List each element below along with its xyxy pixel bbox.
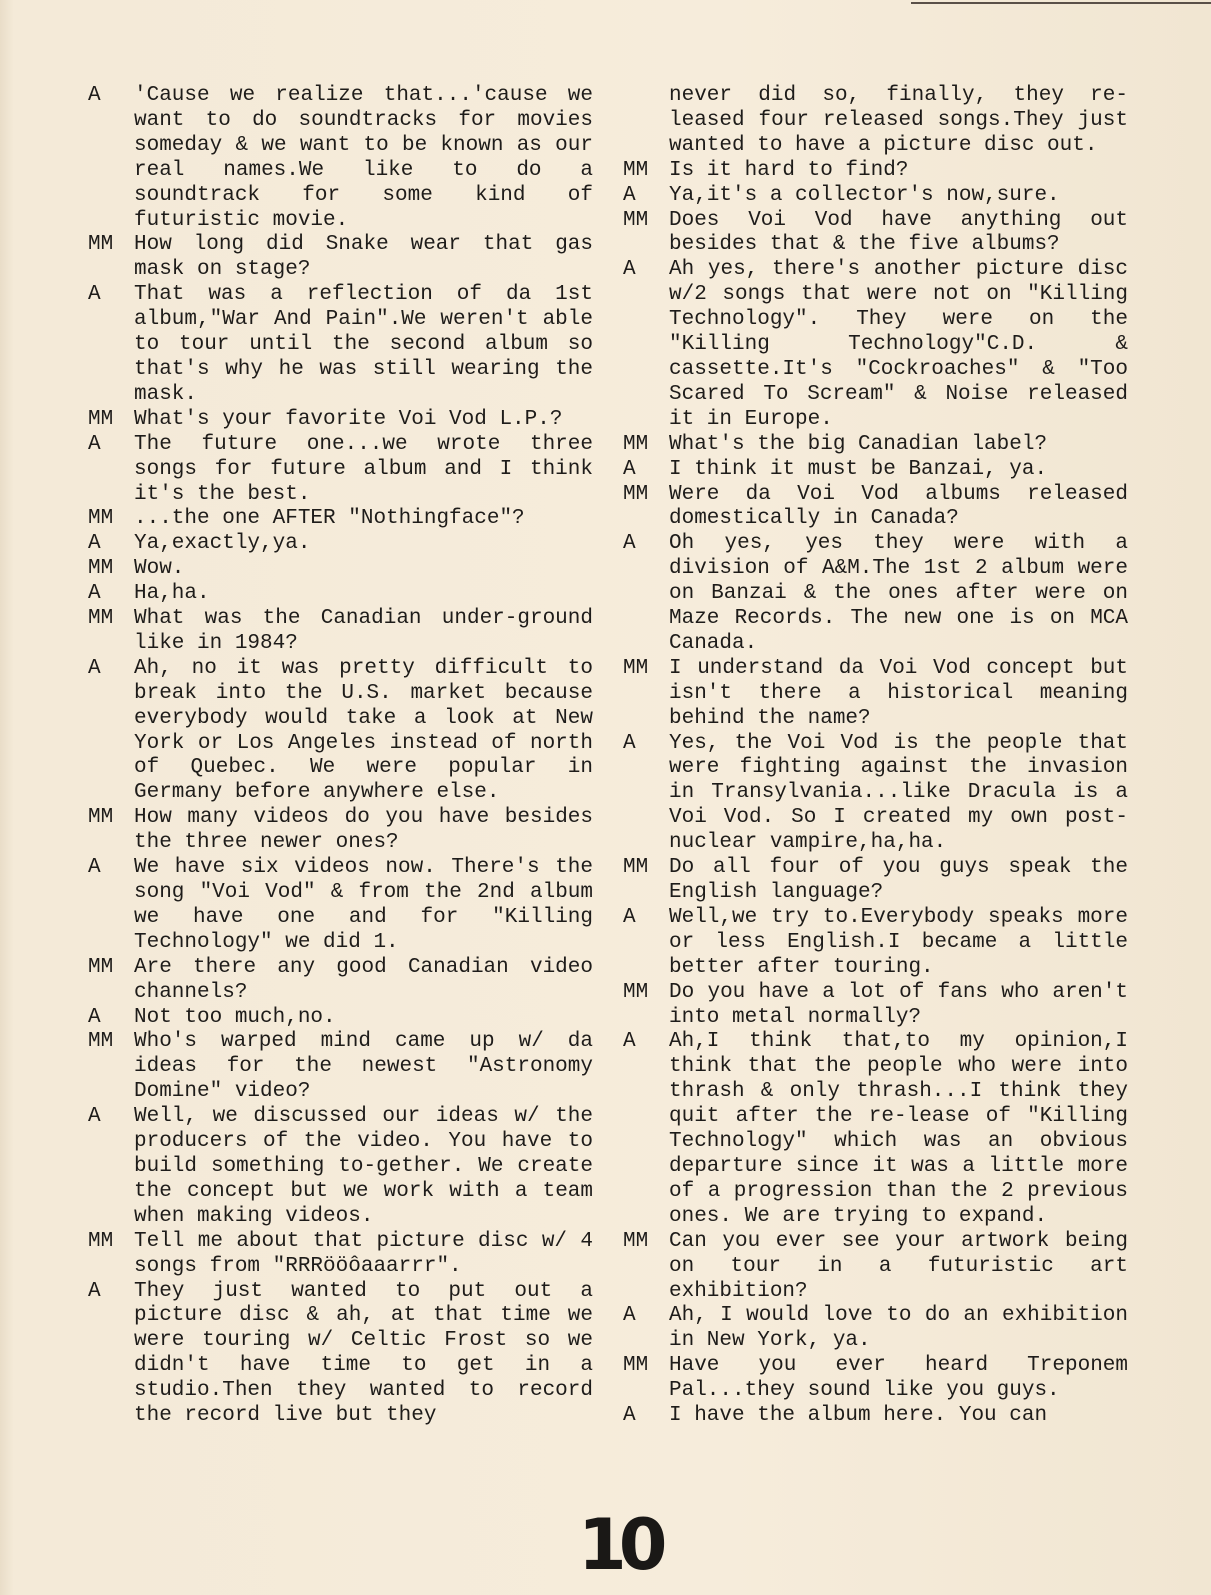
interview-entry <box>623 732 1143 857</box>
interview-entry <box>623 906 1143 981</box>
speaker-label: MM <box>623 482 649 506</box>
entry-text: Well,we try to.Everybody speaks more or less English.I became a little better after touring. <box>669 905 1128 979</box>
speaker-label: MM <box>623 856 649 880</box>
interview-entry <box>88 956 608 1006</box>
entry-text: Ah yes, there's another picture disc w/2 songs that were not on "Killing Technology". They were on the "Killing Technology"C.D. & cassette.It's "Cockroaches" & "Too Scared To Scream" & Noise released it in Europe. <box>669 258 1128 431</box>
entry-text: We have six videos now. There's the song "Voi Vod" & from the 2nd album we have one and for "Killing Technology" we did 1. <box>134 856 593 954</box>
entry-text: Wow. <box>134 557 185 581</box>
interview-entry <box>623 159 1143 184</box>
speaker-label: A <box>88 532 101 556</box>
speaker-label: A <box>88 1105 101 1129</box>
interview-entry <box>623 657 1143 732</box>
entry-text: never did so, finally, they re-leased four released songs.They just wanted to have a picture disc out. <box>669 84 1128 157</box>
entry-text: Ha,ha. <box>134 582 210 606</box>
entry-text: I understand da Voi Vod concept but isn't there a historical meaning behind the name? <box>669 656 1128 730</box>
speaker-label: A <box>623 183 636 207</box>
interview-entry <box>623 433 1143 458</box>
entry-text: Have you ever heard Treponem Pal...they sound like you guys. <box>669 1354 1128 1403</box>
entry-text: Were da Voi Vod albums released domestically in Canada? <box>669 482 1128 531</box>
entry-text: Is it hard to find? <box>669 158 909 182</box>
interview-entry <box>88 233 608 283</box>
interview-entry <box>623 1304 1143 1354</box>
entry-text: Well, we discussed our ideas w/ the producers of the video. You have to build something to-gether. We create the concept but we work with a team when making videos. <box>134 1105 593 1228</box>
interview-entry <box>88 507 608 532</box>
entry-text: Are there any good Canadian video channels? <box>134 955 593 1004</box>
speaker-label: MM <box>623 1354 649 1378</box>
entry-text: That was a reflection of da 1st album,"War And Pain".We weren't able to tour until the second album so that's why he was still wearing the mask. <box>134 283 593 406</box>
interview-entry <box>88 532 608 557</box>
interview-entry <box>88 557 608 582</box>
entry-text: What was the Canadian under-ground like in 1984? <box>134 607 593 655</box>
speaker-label: MM <box>88 233 114 257</box>
entry-text: Ya,it's a collector's now,sure. <box>669 183 1060 207</box>
interview-entry <box>88 1230 608 1280</box>
entry-text: How many videos do you have besides the three newer ones? <box>134 806 593 855</box>
interview-entry <box>623 1354 1143 1404</box>
speaker-label: MM <box>623 432 649 456</box>
interview-entry <box>88 856 608 956</box>
entry-text: What's the big Canadian label? <box>669 432 1048 456</box>
speaker-label: A <box>88 432 101 456</box>
speaker-label: A <box>623 258 636 282</box>
speaker-label: A <box>88 84 101 107</box>
interview-entry <box>88 1006 608 1031</box>
speaker-label: MM <box>623 1229 649 1253</box>
interview-entry <box>623 458 1143 483</box>
page-number: 10 <box>578 1504 660 1586</box>
speaker-label: A <box>88 1005 101 1029</box>
speaker-label: MM <box>623 208 649 232</box>
entry-text: Do you have a lot of fans who aren't into metal normally? <box>669 980 1128 1029</box>
entry-text: Who's warped mind came up w/ da ideas for the newest "Astronomy Domine" video? <box>134 1030 593 1104</box>
entry-text: What's your favorite Voi Vod L.P.? <box>134 407 563 431</box>
speaker-label: MM <box>88 955 114 979</box>
entry-text: The future one...we wrote three songs for future album and I think it's the best. <box>134 432 593 506</box>
speaker-label: A <box>88 856 101 880</box>
entry-text: How long did Snake wear that gas mask on stage? <box>134 233 593 282</box>
right-column <box>623 84 1143 1429</box>
speaker-label: MM <box>88 557 114 581</box>
entry-text: Oh yes, yes they were with a division of A&M.The 1st 2 album were on Banzai & the ones after were on Maze Records. The new one is on MCA Canada. <box>669 532 1128 655</box>
speaker-label: A <box>623 731 636 755</box>
entry-text: I have the album here. You can <box>669 1404 1048 1428</box>
interview-entry <box>88 806 608 856</box>
interview-entry <box>623 483 1143 533</box>
interview-entry <box>623 532 1143 657</box>
entry-text: They just wanted to put out a picture disc & ah, at that time we were touring w/ Celtic Frost so we didn't have time to get in a studio.Then they wanted to record the record live but they <box>134 1279 593 1428</box>
speaker-label: A <box>88 582 101 606</box>
speaker-label: A <box>623 1304 636 1328</box>
entry-text: Can you ever see your artwork being on tour in a futuristic art exhibition? <box>669 1229 1128 1303</box>
speaker-label: MM <box>623 656 649 680</box>
interview-entry <box>88 1030 608 1105</box>
speaker-label: A <box>88 656 101 680</box>
speaker-label: MM <box>623 980 649 1004</box>
entry-text: Tell me about that picture disc w/ 4 songs from "RRRööôaaarrr". <box>134 1229 593 1278</box>
entry-text: Does Voi Vod have anything out besides that & the five albums? <box>669 208 1128 257</box>
interview-entry <box>88 408 608 433</box>
speaker-label: MM <box>88 806 114 830</box>
entry-text: ...the one AFTER "Nothingface"? <box>134 507 525 531</box>
interview-entry <box>88 657 608 806</box>
speaker-label: MM <box>623 158 649 182</box>
entry-text: Ya,exactly,ya. <box>134 532 311 556</box>
interview-entry <box>623 258 1143 432</box>
speaker-label: MM <box>88 1229 114 1253</box>
speaker-label: A <box>623 532 636 556</box>
speaker-label: A <box>88 1279 101 1303</box>
interview-entry <box>623 856 1143 906</box>
entry-text: Ah, I would love to do an exhibition in New York, ya. <box>669 1304 1128 1353</box>
speaker-label: A <box>623 905 636 929</box>
interview-entry <box>623 1030 1143 1229</box>
entry-text: Do all four of you guys speak the English language? <box>669 856 1128 904</box>
entry-text: Ah, no it was pretty difficult to break into the U.S. market because everybody would take a look at New York or Los Angeles instead of north of Quebec. We were popular in Germany before anywhere else. <box>134 656 593 805</box>
speaker-label: MM <box>88 507 114 531</box>
entry-text: I think it must be Banzai, ya. <box>669 457 1048 481</box>
interview-entry <box>623 209 1143 259</box>
speaker-label: MM <box>88 407 114 431</box>
interview-entry <box>88 433 608 508</box>
speaker-label: A <box>623 457 636 481</box>
speaker-label: A <box>623 1404 636 1428</box>
top-rule <box>911 2 1211 4</box>
interview-entry <box>88 1105 608 1230</box>
interview-entry <box>88 283 608 408</box>
left-column <box>88 84 608 1429</box>
speaker-label: MM <box>88 607 114 631</box>
entry-text: Ah,I think that,to my opinion,I think that the people who were into thrash & only thrash...I think they quit after the re-lease of "Killing Technology" which was an obvious departure since it was a little more of a progression than the 2 previous ones. We are trying to expand. <box>669 1030 1128 1228</box>
interview-entry <box>88 1280 608 1429</box>
interview-entry <box>623 981 1143 1031</box>
speaker-label: A <box>88 283 101 307</box>
continued-text <box>623 84 1143 159</box>
interview-entry <box>88 607 608 657</box>
interview-entry <box>623 1404 1143 1429</box>
entry-text: 'Cause we realize that...'cause we want to do soundtracks for movies someday & we want to be known as our real names.We like to do a soundtrack for some kind of futuristic movie. <box>134 84 593 232</box>
interview-entry <box>88 84 608 233</box>
entry-text: Yes, the Voi Vod is the people that were fighting against the invasion in Transylvania...like Dracula is a Voi Vod. So I created my own post-nuclear vampire,ha,ha. <box>669 731 1128 855</box>
speaker-label: A <box>623 1030 636 1054</box>
interview-entry <box>623 184 1143 209</box>
speaker-label: MM <box>88 1030 114 1054</box>
interview-entry <box>88 582 608 607</box>
interview-entry <box>623 1230 1143 1305</box>
entry-text: Not too much,no. <box>134 1005 336 1029</box>
